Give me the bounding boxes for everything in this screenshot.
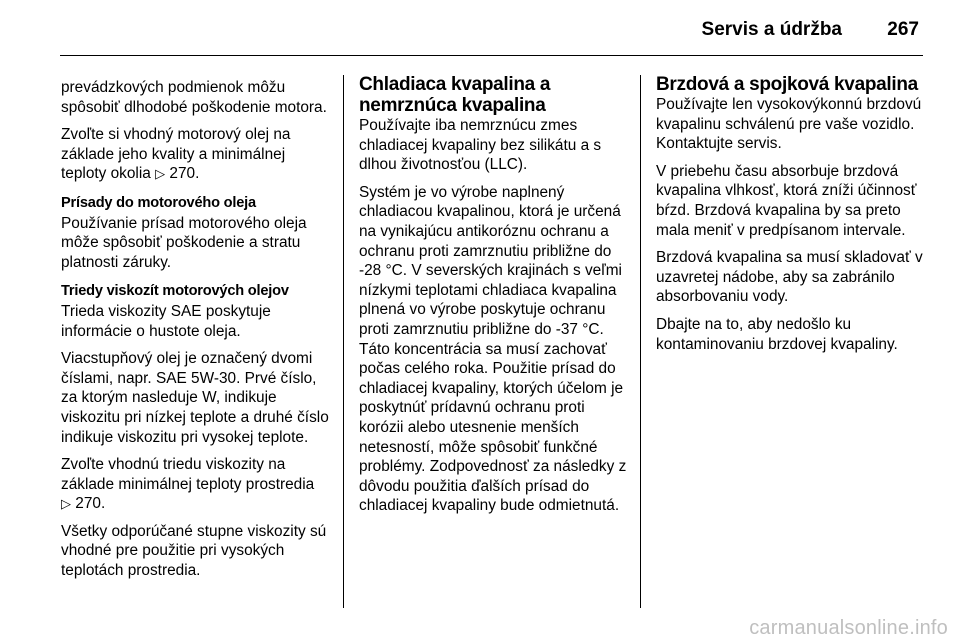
paragraph: Systém je vo výrobe naplnený chladiacou kvapalinou, ktorá je určená na vynikajúcu antikoróznu ochranu a ochranu proti zamrznutiu približne do -28 °C. V severských krajinách s veľmi nízkymi teplotami chladiaca kvapalina plnená vo výrobe poskytuje ochranu proti zamrznutiu približne do -37 °C. Táto koncentrácia sa musí zachovať počas celého roka. Použitie prísad do chladiacej kvapaliny, ktorých účelom je poskytnúť prídavnú ochranu proti korózii alebo utesnenie menších netesností, môže spôsobiť funkčné problémy. Zodpovednosť za následky z dôvodu použitia ďalších prísad do chladiacej kvapaliny bude odmietnutá. [359, 183, 627, 515]
section-heading: Chladiaca kvapalina a nemrznúca kvapalina [359, 74, 551, 116]
subheading: Prísady do motorového oleja [61, 194, 256, 211]
page-number: 267 [887, 19, 919, 40]
column-3 [656, 74, 926, 362]
page-header [0, 0, 960, 46]
column-1 [61, 78, 333, 589]
page-reference[interactable]: 270. [75, 495, 106, 513]
section-title: Servis a údržba [701, 19, 842, 40]
column-divider [640, 75, 641, 608]
subheading: Triedy viskozít motorových olejov [61, 283, 289, 300]
paragraph: V priebehu času absorbuje brzdová kvapalina vlhkosť, ktorá zníži účinnosť bŕzd. Brzdová kvapalina by sa preto mala meniť v predpísanom intervale. [656, 162, 917, 239]
paragraph: Používanie prísad motorového oleja môže spôsobiť poškodenie a stratu platnosti záruky. [61, 214, 307, 271]
column-2 [359, 74, 627, 524]
paragraph: Brzdová kvapalina sa musí skladovať v uzavretej nádobe, aby sa zabránilo absorbovaniu vody. [656, 249, 923, 306]
column-divider [343, 75, 344, 608]
paragraph-text: Zvoľte vhodnú triedu viskozity na základe minimálnej teploty prostredia [61, 456, 315, 493]
paragraph: Používajte len vysokovýkonnú brzdovú kvapalinu schválenú pre vaše vozidlo. Kontaktujte servis. [656, 96, 922, 153]
paragraph-text: Zvoľte si vhodný motorový olej na základe jeho kvality a minimálnej teploty okolia [61, 126, 291, 183]
page-reference[interactable]: 270. [169, 165, 200, 183]
watermark: carmanualsonline.info [749, 617, 948, 639]
paragraph: Všetky odporúčané stupne viskozity sú vhodné pre použitie pri vysokých teplotách prostredia. [61, 522, 327, 580]
reference-arrow-icon: ▷ [61, 496, 71, 512]
paragraph: Viacstupňový olej je označený dvomi číslami, napr. SAE 5W-30. Prvé číslo, za ktorým nasleduje W, indikuje viskozitu pri nízkej teplote a druhé číslo indikuje viskozitu pri vysokej teplote. [61, 350, 329, 446]
paragraph: Trieda viskozity SAE poskytuje informácie o hustote oleja. [61, 302, 271, 340]
paragraph [61, 125, 333, 184]
paragraph: prevádzkových podmienok môžu spôsobiť dlhodobé poškodenie motora. [61, 79, 327, 116]
paragraph: Používajte iba nemrznúcu zmes chladiacej kvapaliny bez silikátu a s dlhou životnosťou (LLC). [359, 117, 602, 174]
reference-arrow-icon: ▷ [155, 166, 166, 182]
paragraph [61, 455, 333, 514]
header-rule [60, 55, 923, 56]
section-heading: Brzdová a spojková kvapalina [656, 74, 918, 95]
paragraph: Dbajte na to, aby nedošlo ku kontaminovaniu brzdovej kvapaliny. [656, 315, 898, 353]
